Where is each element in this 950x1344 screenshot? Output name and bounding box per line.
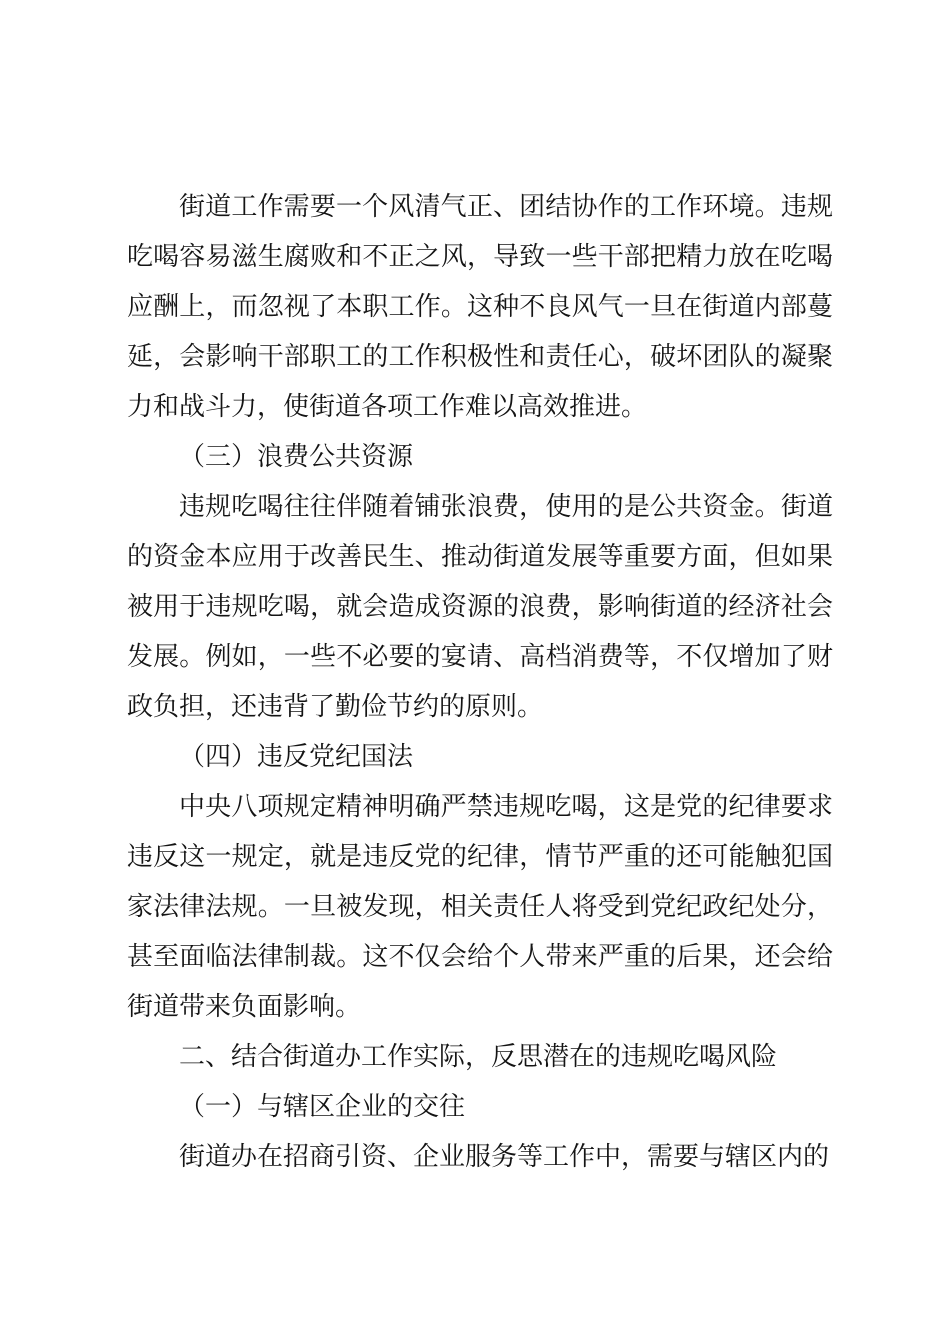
body-paragraph: 街道工作需要一个风清气正、团结协作的工作环境。违规吃喝容易滋生腐败和不正之风，导致一些干部把精力放在吃喝应酬上，而忽视了本职工作。这种不良风气一旦在街道内部蔓延，会影响干部职工的工作积极性和责任心，破坏团队的凝聚力和战斗力，使街道各项工作难以高效推进。 [127, 192, 833, 422]
body-paragraph: 街道办在招商引资、企业服务等工作中，需要与辖区内的 [179, 1142, 830, 1172]
body-paragraph: 中央八项规定精神明确严禁违规吃喝，这是党的纪律要求违反这一规定，就是违反党的纪律，情节严重的还可能触犯国家法律法规。一旦被发现，相关责任人将受到党纪政纪处分，甚至面临法律制裁。这不仅会给个人带来严重的后果，还会给街道带来负面影响。 [127, 792, 833, 1022]
section-heading: （一）与辖区企业的交往 [179, 1092, 466, 1122]
document-body [127, 182, 833, 1182]
section-heading: （四）违反党纪国法 [179, 742, 414, 772]
body-paragraph: 违规吃喝往往伴随着铺张浪费，使用的是公共资金。街道的资金本应用于改善民生、推动街道发展等重要方面，但如果被用于违规吃喝，就会造成资源的浪费，影响街道的经济社会发展。例如，一些不必要的宴请、高档消费等，不仅增加了财政负担，还违背了勤俭节约的原则。 [127, 492, 833, 722]
section-heading: （三）浪费公共资源 [179, 442, 414, 472]
chapter-heading: 二、结合街道办工作实际，反思潜在的违规吃喝风险 [179, 1042, 778, 1072]
